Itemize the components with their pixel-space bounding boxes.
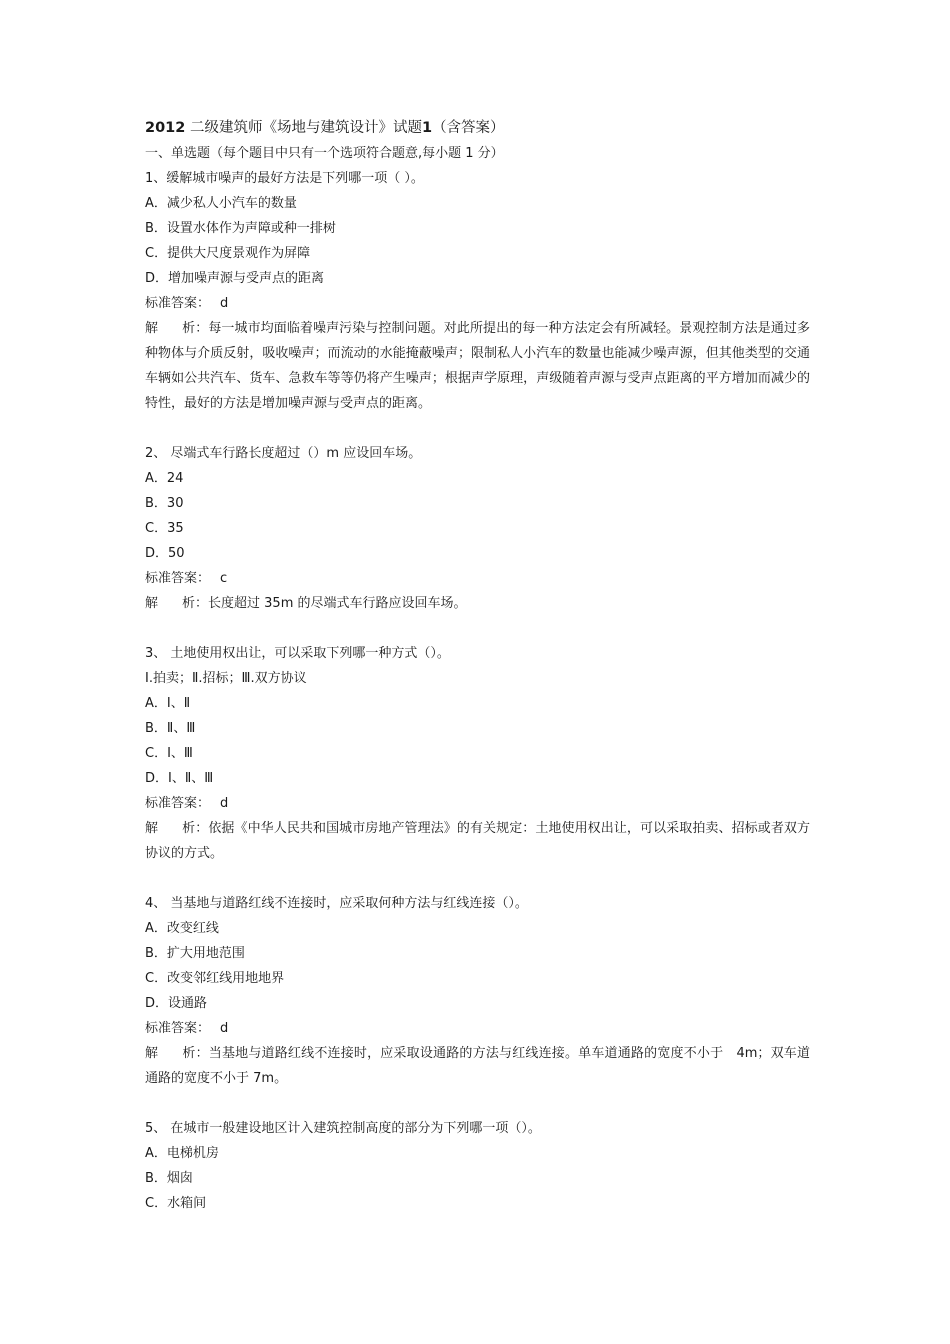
question-premises: Ⅰ.拍卖；Ⅱ.招标；Ⅲ.双方协议 — [145, 671, 307, 686]
answer-value: d — [220, 1021, 229, 1036]
analysis-text: 长度超过 35m 的尽端式车行路应设回车场。 — [208, 596, 467, 611]
answer-label: 标准答案： — [145, 296, 211, 311]
option-a: A．24 — [145, 471, 184, 486]
analysis-text: 当基地与道路红线不连接时，应采取设通路的方法与红线连接。单车道通路的宽度不小于 4m；双车道通路的宽度不小于 7m。 — [145, 1046, 810, 1086]
analysis-label: 解 — [145, 1046, 159, 1061]
option-c: C．改变邻红线用地地界 — [145, 971, 285, 986]
analysis-label-2: 析： — [182, 821, 209, 836]
title-suffix: （含答案） — [432, 120, 505, 136]
question-2 — [145, 441, 810, 616]
question-stem: 2、 尽端式车行路长度超过（）m 应设回车场。 — [145, 446, 422, 461]
analysis — [145, 1041, 810, 1091]
standard-answer — [145, 566, 810, 591]
analysis — [145, 816, 810, 866]
option-d: D．50 — [145, 546, 185, 561]
answer-label: 标准答案： — [145, 571, 211, 586]
standard-answer — [145, 1016, 810, 1041]
title-year: 2012 — [145, 120, 186, 136]
option-a: A．减少私人小汽车的数量 — [145, 196, 297, 211]
analysis-label: 解 — [145, 321, 159, 336]
analysis-label: 解 — [145, 821, 159, 836]
question-3 — [145, 641, 810, 866]
option-c: C．水箱间 — [145, 1196, 207, 1211]
answer-value: c — [220, 571, 228, 586]
option-c: C．Ⅰ、Ⅲ — [145, 746, 193, 761]
analysis-label-2: 析： — [182, 1046, 209, 1061]
answer-value: d — [220, 796, 229, 811]
answer-value: d — [220, 296, 229, 311]
question-stem: 5、 在城市一般建设地区计入建筑控制高度的部分为下列哪一项（）。 — [145, 1121, 541, 1136]
option-a: A．Ⅰ、Ⅱ — [145, 696, 191, 711]
document-title — [145, 116, 810, 141]
option-b: B．扩大用地范围 — [145, 946, 245, 961]
analysis — [145, 316, 810, 416]
option-d: D．设通路 — [145, 996, 208, 1011]
option-a: A．电梯机房 — [145, 1146, 219, 1161]
option-d: D．增加噪声源与受声点的距离 — [145, 271, 325, 286]
analysis-label-2: 析： — [182, 596, 209, 611]
document-body — [145, 116, 810, 1216]
option-b: B．烟囱 — [145, 1171, 193, 1186]
analysis — [145, 591, 810, 616]
answer-label: 标准答案： — [145, 1021, 211, 1036]
analysis-text: 依据《中华人民共和国城市房地产管理法》的有关规定：土地使用权出让，可以采取拍卖、招标或者双方协议的方式。 — [145, 821, 810, 861]
analysis-label-2: 析： — [182, 321, 209, 336]
question-stem: 4、 当基地与道路红线不连接时，应采取何种方法与红线连接（）。 — [145, 896, 528, 911]
answer-label: 标准答案： — [145, 796, 211, 811]
option-d: D．Ⅰ、Ⅱ、Ⅲ — [145, 771, 214, 786]
option-c: C．提供大尺度景观作为屏障 — [145, 246, 311, 261]
question-stem: 3、 土地使用权出让，可以采取下列哪一种方式（）。 — [145, 646, 450, 661]
option-b: B．设置水体作为声障或种一排树 — [145, 221, 336, 236]
title-number: 1 — [421, 120, 433, 136]
analysis-label: 解 — [145, 596, 159, 611]
option-b: B．30 — [145, 496, 184, 511]
analysis-text: 每一城市均面临着噪声污染与控制问题。对此所提出的每一种方法定会有所减轻。景观控制方法是通过多种物体与介质反射，吸收噪声；而流动的水能掩蔽噪声；限制私人小汽车的数量也能减少噪声源，但其他类型的交通车辆如公共汽车、货车、急救车等等仍将产生噪声；根据声学原理，声级随着声源与受声点距离的平方增加而减少的特性，最好的方法是增加噪声源与受声点的距离。 — [145, 321, 810, 411]
option-b: B．Ⅱ、Ⅲ — [145, 721, 196, 736]
question-stem: 1、缓解城市噪声的最好方法是下列哪一项（ ）。 — [145, 171, 424, 186]
section-heading: 一、单选题（每个题目中只有一个选项符合题意,每小题 1 分） — [145, 146, 504, 161]
standard-answer — [145, 291, 810, 316]
standard-answer — [145, 791, 810, 816]
question-1 — [145, 166, 810, 416]
option-c: C．35 — [145, 521, 184, 536]
title-text: 二级建筑师《场地与建筑设计》试题 — [189, 120, 422, 136]
question-5 — [145, 1116, 810, 1216]
question-4 — [145, 891, 810, 1091]
option-a: A．改变红线 — [145, 921, 219, 936]
